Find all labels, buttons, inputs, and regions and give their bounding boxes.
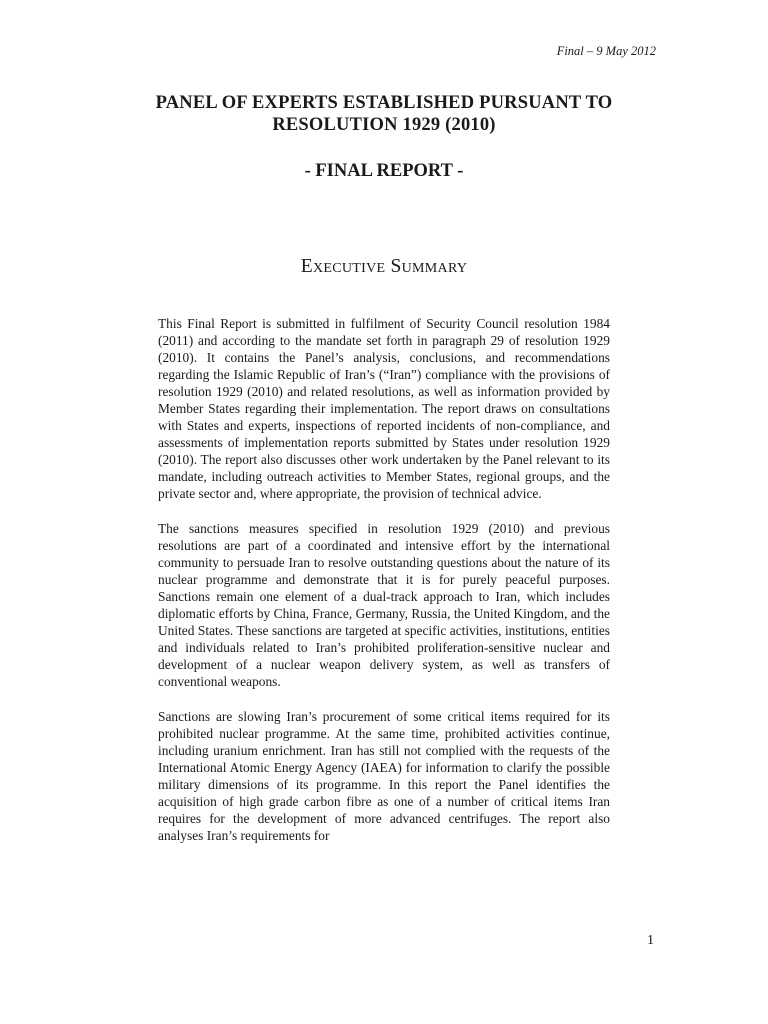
paragraph-1: This Final Report is submitted in fulfilment of Security Council resolution 1984 (2011) and according to the mandate set forth in paragraph 29 of resolution 1929 (2010). It contains the Panel’s analysis, conclusions, and recommendations regarding the Islamic Republic of Iran’s (“Iran”) compliance with the provisions of resolution 1929 (2010) and related resolutions, as well as information provided by Member States regarding their implementation. The report draws on consultations with States and experts, inspections of reported incidents of non-compliance, and assessments of implementation reports submitted by States under resolution 1929 (2010). The report also discusses other work undertaken by the Panel relevant to its mandate, including outreach activities to Member States, regional groups, and the private sector and, where appropriate, the provision of technical advice. bbox=[158, 316, 610, 501]
body-text bbox=[158, 315, 610, 862]
paragraph-3: Sanctions are slowing Iran’s procurement of some critical items required for its prohibited nuclear programme. At the same time, prohibited activities continue, including uranium enrichment. Iran has still not complied with the requests of the International Atomic Energy Agency (IAEA) for information to clarify the possible military dimensions of its programme. In this report the Panel identifies the acquisition of high grade carbon fibre as one of a number of critical items Iran requires for the development of more advanced centrifuges. The report also analyses Iran’s requirements for bbox=[158, 709, 610, 843]
header-date: Final – 9 May 2012 bbox=[556, 44, 656, 58]
report-title bbox=[0, 92, 768, 136]
report-subtitle: - FINAL REPORT - bbox=[304, 161, 464, 181]
page-number: 1 bbox=[647, 933, 654, 948]
report-title-line-1: PANEL OF EXPERTS ESTABLISHED PURSUANT TO bbox=[155, 93, 613, 113]
report-title-line-2: RESOLUTION 1929 (2010) bbox=[272, 115, 496, 135]
paragraph-2: The sanctions measures specified in resolution 1929 (2010) and previous resolutions are part of a coordinated and intensive effort by the international community to persuade Iran to resolve outstanding questions about the nature of its nuclear programme and demonstrate that it is for purely peaceful purposes. Sanctions remain one element of a dual-track approach to Iran, which includes diplomatic efforts by China, France, Germany, Russia, the United Kingdom, and the United States. These sanctions are targeted at specific activities, institutions, entities and individuals related to Iran’s prohibited proliferation-sensitive nuclear and development of a nuclear weapon delivery system, as well as transfers of conventional weapons. bbox=[158, 521, 610, 689]
section-heading: Executive Summary bbox=[300, 256, 468, 277]
